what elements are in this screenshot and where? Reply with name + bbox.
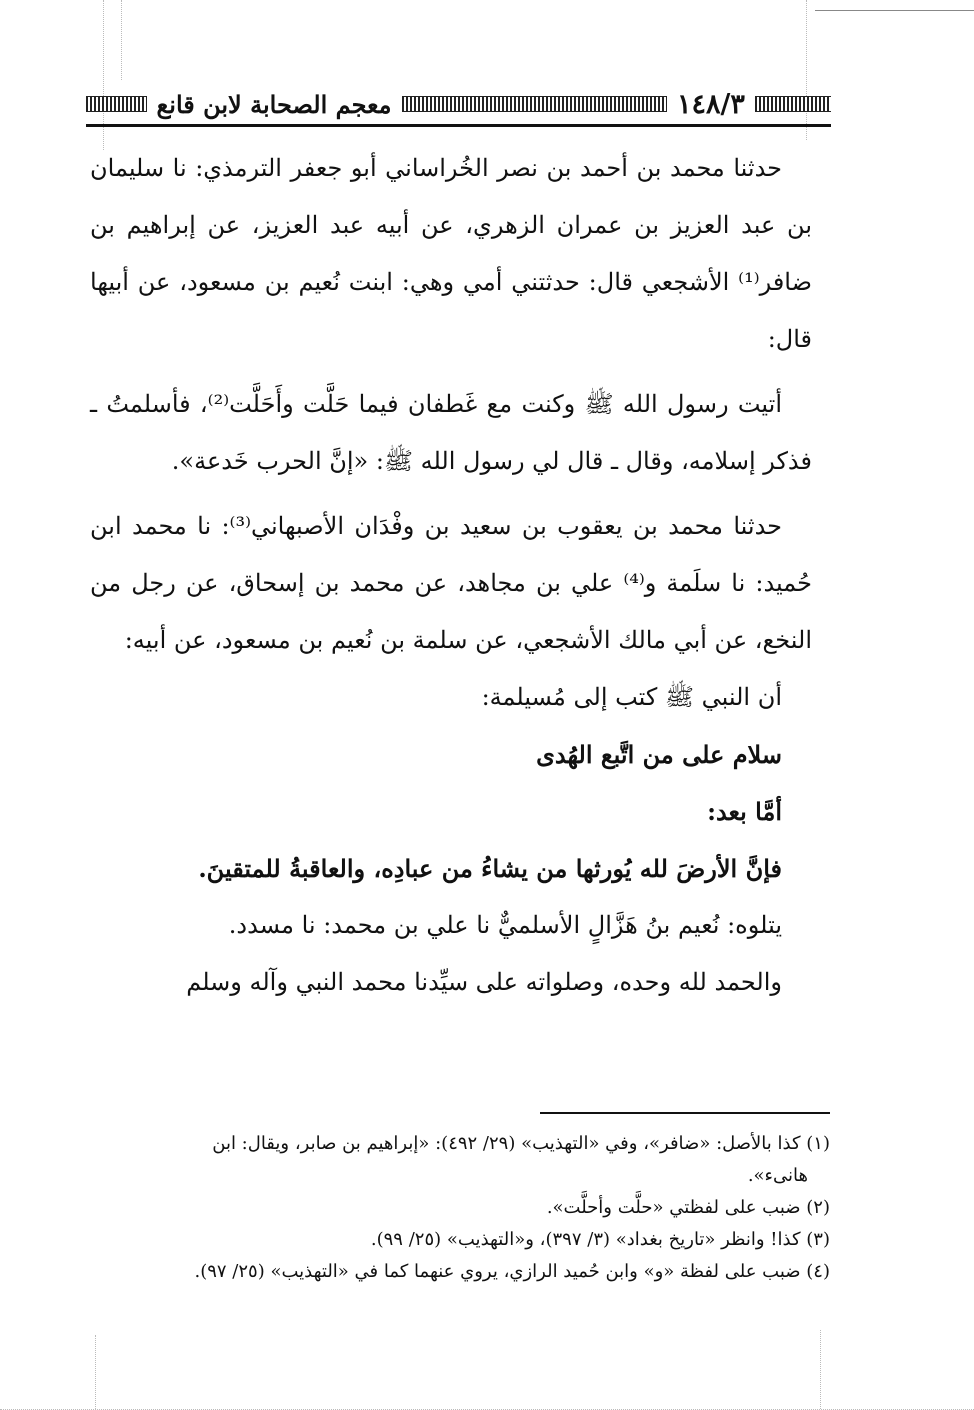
footnote-3: (٣) كذا! وانظر «تاريخ بغداد» (٣/ ٣٩٧)، و«التهذيب» (٢٥/ ٩٩). — [370, 1229, 830, 1250]
paragraph-3: حدثنا محمد بن يعقوب بن سعيد بن وفْدَان الأصبهاني⁽³⁾: نا محمد ابن حُميد: نا سلَمة و⁽⁴⁾ علي بن مجاهد، عن محمد بن إسحاق، عن رجل من النخع، عن أبي مالك الأشجعي، عن سلمة بن نُعيم بن مسعود، عن أبيه: — [90, 512, 812, 654]
footnotes — [95, 1128, 830, 1288]
letter-verse: فإنَّ الأرضَ لله يُورثها من يشاءُ من عبادِه، والعاقبةُ للمتقينَ. — [198, 854, 782, 883]
header-ornament-left — [86, 96, 147, 112]
main-text — [90, 140, 812, 1011]
header-ornament-right — [755, 96, 831, 112]
letter-salam: سلام على من اتَّبع الهُدى — [536, 740, 782, 769]
header-rule — [86, 124, 831, 127]
scan-guide-left-2 — [121, 0, 122, 80]
running-header — [86, 86, 831, 122]
closing-praise: والحمد لله وحده، وصلواته على سيِّدنا محمد النبي وآله وسلم — [186, 968, 782, 996]
page-number: ١٤٨/٣ — [676, 88, 745, 120]
footnote-1: (١) كذا بالأصل: «ضافر»، وفي «التهذيب» (٢٩/ ٤٩٢): «إبراهيم بن صابر، ويقال: ابن — [212, 1133, 830, 1154]
next-entry-note: يتلوه: نُعيم بنُ هَزَّالٍ الأسلميٌّ نا علي بن محمد: نا مسدد. — [228, 911, 782, 939]
footnote-separator — [540, 1112, 830, 1114]
paragraph-2: أتيت رسول الله ﷺ وكنت مع غَطفان فيما حَلَّت وأَحَلَّت⁽²⁾، فأسلمتُ ـ فذكر إسلامه، وقال ـ قال لي رسول الله ﷺ: «إنَّ الحرب خَدعة». — [90, 390, 812, 475]
letter-intro: أن النبي ﷺ كتب إلى مُسيلمة: — [481, 683, 782, 711]
header-ornament-middle — [402, 96, 667, 112]
footnote-2: (٢) ضبب على لفظتي «حلَّت وأحلَّت». — [546, 1197, 830, 1218]
scan-guide-left — [103, 0, 104, 150]
paragraph-1: حدثنا محمد بن أحمد بن نصر الخُراساني أبو جعفر الترمذي: نا سليمان بن عبد العزيز بن عمران الزهري، عن أبيه عبد العزيز، عن إبراهيم بن ضافر⁽¹⁾ الأشجعي قال: حدثتني أمي وهي: ابنت نُعيم بن مسعود، عن أبيها قال: — [90, 154, 812, 353]
footnote-1-continuation: هانىء». — [747, 1165, 808, 1186]
footnote-4: (٤) ضبب على لفظة «و» وابن حُميد الرازي، يروي عنهما كما في «التهذيب» (٢٥/ ٩٧). — [194, 1261, 830, 1282]
scan-guide-bottom-left — [95, 1335, 96, 1409]
scan-edge-top — [815, 10, 974, 11]
book-title: معجم الصحابة لابن قانع — [156, 89, 392, 119]
letter-amma: أمَّا بعد: — [707, 797, 782, 826]
scan-guide-bottom-right — [820, 1330, 821, 1409]
